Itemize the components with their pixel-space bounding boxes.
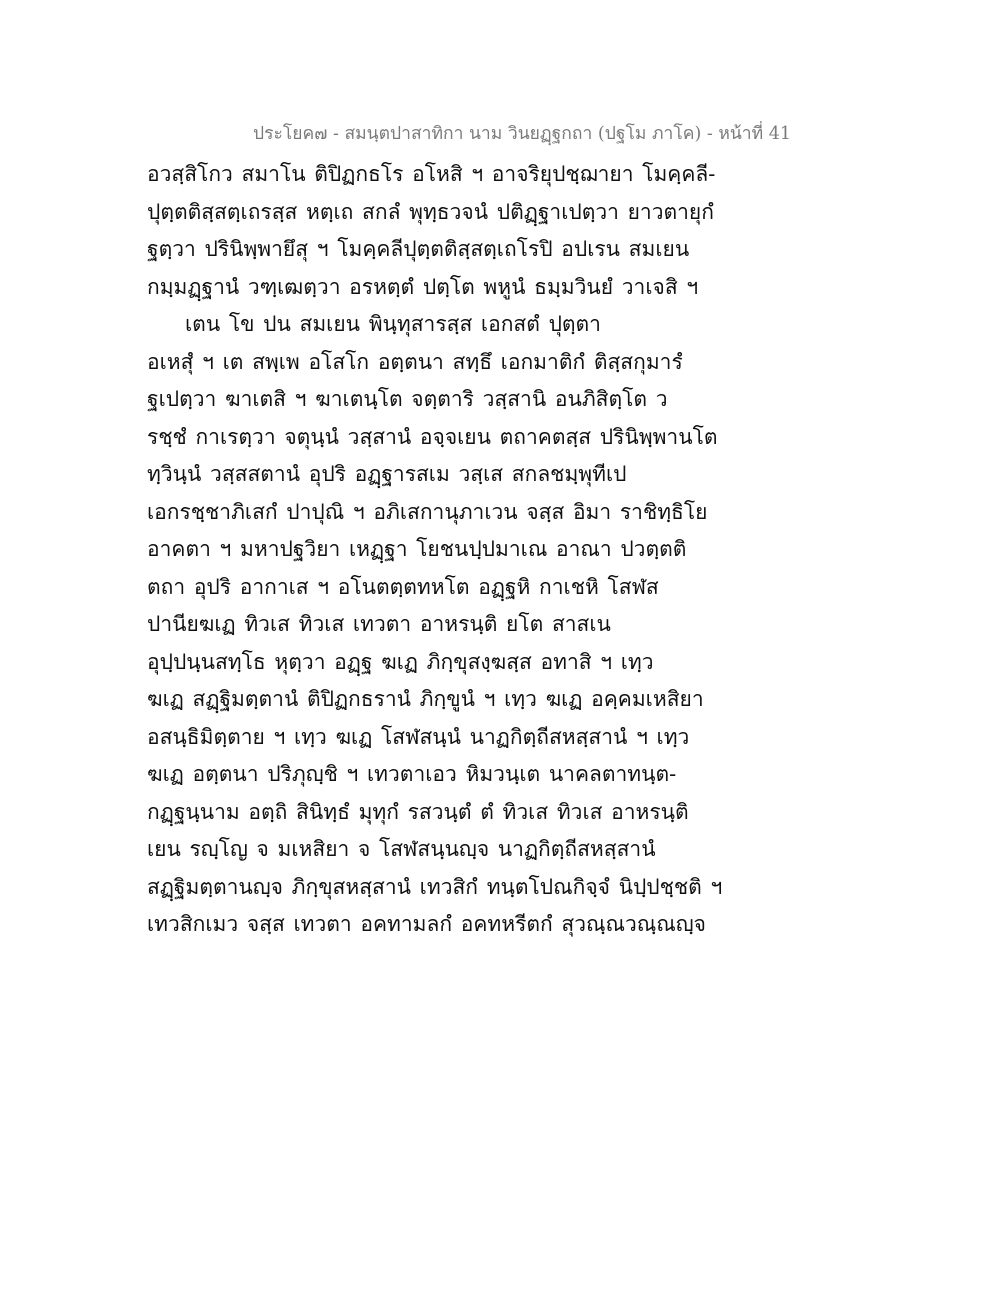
text-line-18: กฏฺฐนฺนาม อตฺถิ สินิทฺธํ มุทุกํ รสวนฺตํ ตํ ทิวเส ทิวเส อาหรนฺติ	[147, 799, 689, 824]
running-header: ประโยค๗ - สมนฺตปาสาทิกา นาม วินยฏฺฐกถา (ปฐโม ภาโค) - หน้าที่ 41	[253, 124, 792, 144]
text-line-2: ปุตฺตติสฺสตฺเถรสฺส หตฺเถ สกลํ พุทฺธวจนํ ปติฏฺฐาเปตฺวา ยาวตายุกํ	[147, 199, 714, 224]
text-line-8: รชฺชํ กาเรตฺวา จตุนฺนํ วสฺสานํ อจฺจเยน ตถาคตสฺส ปรินิพฺพานโต	[147, 424, 718, 449]
text-line-17: ฆเฏ อตฺตนา ปริภุญฺชิ ฯ เทวตาเอว หิมวนฺเต นาคลตาทนฺต-	[147, 762, 677, 786]
text-line-9: ทฺวินฺนํ วสฺสสตานํ อุปริ อฏฺฐารสเม วสฺเส สกลชมฺพุทีเป	[147, 462, 627, 486]
text-line-6: อเหสุํ ฯ เต สพฺเพ อโสโก อตฺตนา สทฺธึ เอกมาติกํ ติสฺสกุมารํ	[147, 349, 683, 374]
text-line-15: ฆเฏ สฏฺฐิมตฺตานํ ติปิฏกธรานํ ภิกฺขูนํ ฯ เทฺว ฆเฏ อคฺคมเหสิยา	[147, 687, 704, 711]
text-line-13: ปานียฆเฏ ทิวเส ทิวเส เทวตา อาหรนฺติ ยโต สาสเน	[147, 612, 611, 636]
text-line-14: อุปฺปนฺนสทฺโธ หุตฺวา อฏฺฐ ฆเฏ ภิกฺขุสงฺฆสฺส อทาสิ ฯ เทฺว	[147, 649, 654, 674]
text-line-10: เอกรชฺชาภิเสกํ ปาปุณิ ฯ อภิเสกานุภาเวน จสฺส อิมา ราชิทฺธิโย	[147, 499, 708, 524]
text-line-21: เทวสิกเมว จสฺส เทวตา อคทามลกํ อคทหรีตกํ สุวณฺณวณฺณญฺจ	[147, 912, 706, 936]
text-line-3: ฐตฺวา ปรินิพฺพายึสุ ฯ โมคฺคลีปุตฺตติสฺสตฺเถโรปิ อปเรน สมเยน	[147, 237, 690, 261]
text-line-20: สฏฺฐิมตฺตานญฺจ ภิกฺขุสหสฺสานํ เทวสิกํ ทนฺตโปณกิจฺจํ นิปฺปชฺชติ ฯ	[147, 874, 723, 899]
text-line-16: อสนฺธิมิตฺตาย ฯ เทฺว ฆเฏ โสฬสนฺนํ นาฏกิตฺถีสหสฺสานํ ฯ เทฺว	[147, 724, 690, 749]
text-line-1: อวสฺสิโกว สมาโน ติปิฏกธโร อโหสิ ฯ อาจริยุปชฺฌายา โมคฺคลี-	[147, 162, 716, 186]
text-line-12: ตถา อุปริ อากาเส ฯ อโนตตฺตทหโต อฏฺฐหิ กาเชหิ โสฬส	[147, 574, 659, 599]
text-line-7: ฐเปตฺวา ฆาเตสิ ฯ ฆาเตนฺโต จตฺตาริ วสฺสานิ อนภิสิตฺโต ว	[147, 387, 668, 411]
text-line-4: กมฺมฏฺฐานํ วฑฺเฒตฺวา อรหตฺตํ ปตฺโต พหูนํ ธมฺมวินยํ วาเจสิ ฯ	[147, 274, 699, 299]
text-line-11: อาคตา ฯ มหาปฐวิยา เหฏฺฐา โยชนปฺปมาเณ อาณา ปวตฺตติ	[147, 537, 687, 561]
text-line-19: เยน รญฺโญ จ มเหสิยา จ โสฬสนฺนญฺจ นาฏกิตฺถีสหสฺสานํ	[147, 837, 656, 861]
pali-text-body	[147, 156, 723, 944]
text-line-5: เตน โข ปน สมเยน พินฺทุสารสฺส เอกสตํ ปุตฺตา	[185, 312, 601, 336]
